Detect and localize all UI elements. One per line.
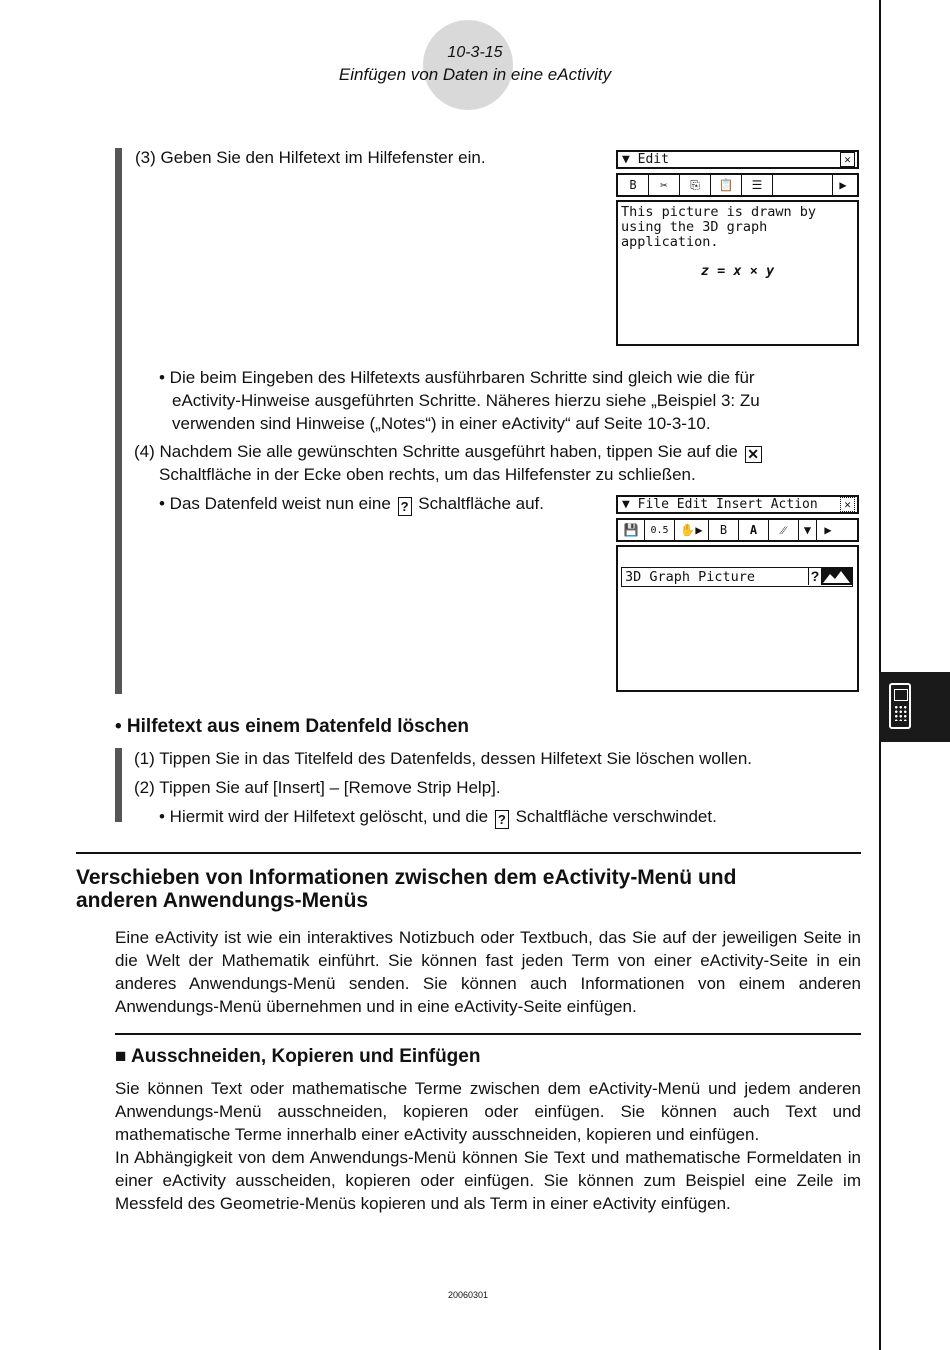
subsection-paragraph: Sie können Text oder mathematische Terme zwischen dem eActivity-Menü und jedem anderen Anwendungs-Menü ausschneiden, kopieren oder einfügen. Sie können auch Text und mathematische Terme innerhalb einer eActivity ausschneiden, kopieren und einfügen.	[115, 1079, 861, 1144]
strip-title[interactable]: 3D Graph Picture	[625, 569, 756, 585]
step-3-label: (3) Geben Sie den Hilfetext im Hilfefenster ein.	[135, 148, 486, 167]
step-bar	[115, 148, 122, 694]
help-window-screenshot	[616, 150, 860, 346]
calculator-icon	[889, 683, 911, 729]
convert-icon[interactable]: 0.5	[645, 520, 675, 540]
delete-note	[159, 805, 717, 829]
scroll-right-icon[interactable]: ▶	[824, 523, 832, 537]
list-icon[interactable]: ☰	[742, 175, 773, 195]
delete-step-1: (1) Tippen Sie in das Titelfeld des Datenfelds, dessen Hilfetext Sie löschen wollen.	[134, 749, 753, 768]
footer-code: 20060301	[447, 1290, 489, 1300]
note-text: Schaltfläche verschwindet.	[515, 807, 717, 826]
font-icon[interactable]: A	[739, 520, 769, 540]
bold-button[interactable]: B	[618, 175, 649, 195]
page-title: Einfügen von Daten in eine eActivity	[338, 65, 612, 84]
data-strip[interactable]	[621, 567, 853, 587]
note-text: Schaltfläche auf.	[418, 494, 544, 513]
heading-line: anderen Anwendungs-Menüs	[76, 889, 369, 912]
graph-icon[interactable]: ⁄⁄	[769, 520, 799, 540]
help-text-area[interactable]	[616, 200, 859, 346]
3d-graph-icon[interactable]	[821, 568, 852, 585]
subsection-paragraph: In Abhängigkeit von dem Anwendungs-Menü können Sie Text und mathematische Formeldaten in einer eActivity ausscheiden, kopieren oder einfügen. Sie können zum Beispiel eine Zeile im Messfeld des Geometrie-Menüs kopieren und als Term in einer eActivity einfügen.	[115, 1148, 861, 1213]
step-4-line	[134, 440, 764, 463]
bold-button[interactable]: B	[709, 520, 739, 540]
close-icon[interactable]: ✕	[840, 152, 855, 167]
paste-icon[interactable]: 📋	[711, 175, 742, 195]
note-text: • Das Datenfeld weist nun eine	[159, 494, 391, 513]
help-text-line: application.	[621, 234, 719, 250]
formula: z = x × y	[700, 263, 775, 279]
step-3-note-line: verwenden sind Hinweise („Notes“) in einer eActivity“ auf Seite 10-3-10.	[172, 414, 711, 433]
delete-help-heading: • Hilfetext aus einem Datenfeld löschen	[115, 716, 470, 737]
help-button-icon: ?	[495, 810, 509, 829]
dropdown-icon[interactable]: ▼	[799, 520, 817, 540]
page-number: 10-3-15	[447, 44, 503, 61]
menu-edit[interactable]: Edit	[676, 497, 709, 512]
step-3-note-line: • Die beim Eingeben des Hilfetexts ausführbaren Schritte sind gleich wie die für	[159, 368, 755, 387]
heading-line: Verschieben von Informationen zwischen dem eActivity-Menü und	[76, 866, 737, 889]
cut-icon[interactable]: ✂	[649, 175, 680, 195]
step-4-text: (4) Nachdem Sie alle gewünschten Schritte ausgeführt haben, tippen Sie auf die	[134, 442, 738, 461]
toolbar	[616, 518, 859, 542]
eactivity-work-area	[616, 545, 859, 692]
scroll-right-icon[interactable]: ▶	[839, 178, 847, 192]
section-heading	[76, 866, 736, 912]
menu-file[interactable]: File	[637, 497, 669, 512]
subsection-heading: ■ Ausschneiden, Kopieren und Einfügen	[115, 1046, 481, 1067]
close-button-icon: ✕	[745, 446, 762, 463]
help-icon[interactable]: ?	[808, 568, 821, 585]
help-text-line: This picture is drawn by	[621, 204, 817, 220]
delete-step-2: (2) Tippen Sie auf [Insert] – [Remove Strip Help].	[134, 778, 501, 797]
chapter-tab	[879, 672, 950, 742]
step-3-note-line: eActivity-Hinweise ausgeführten Schritte. Näheres hierzu siehe „Beispiel 3: Zu	[172, 391, 760, 410]
help-text-line: using the 3D graph	[621, 219, 768, 235]
menu-insert[interactable]: Insert	[715, 497, 763, 512]
help-button-icon: ?	[398, 497, 412, 516]
menu-edit[interactable]: Edit	[637, 152, 669, 167]
note-text: • Hiermit wird der Hilfetext gelöscht, und die	[159, 807, 489, 826]
step-4-line: Schaltfläche in der Ecke oben rechts, um das Hilfefenster zu schließen.	[159, 465, 696, 484]
toolbar-spacer	[773, 175, 833, 195]
menu-bar: ▼ File Edit Insert Action ✕	[616, 495, 859, 514]
run-icon[interactable]: ✋▶	[675, 520, 709, 540]
copy-icon[interactable]: ⎘	[680, 175, 711, 195]
menu-action[interactable]: Action	[770, 497, 818, 512]
close-icon[interactable]: ✕	[840, 497, 855, 512]
step-bar	[115, 748, 122, 822]
section-rule	[76, 852, 861, 854]
save-icon[interactable]: 💾	[618, 520, 645, 540]
step-4-note	[159, 492, 544, 516]
subsection-rule	[115, 1033, 861, 1035]
section-paragraph: Eine eActivity ist wie ein interaktives Notizbuch oder Textbuch, das Sie auf der jeweiligen Seite in die Welt der Mathematik einführt. Sie können fast jeden Term von einer eActivity-Seite in ein anderes Anwendungs-Menü senden. Sie können auch Informationen von einem anderen Anwendungs-Menü übernehmen und in eine eActivity-Seite einfügen.	[115, 928, 861, 1016]
menu-bar: ▼ Edit ✕	[616, 150, 859, 169]
data-strip-screenshot	[616, 495, 860, 692]
toolbar	[616, 173, 859, 197]
